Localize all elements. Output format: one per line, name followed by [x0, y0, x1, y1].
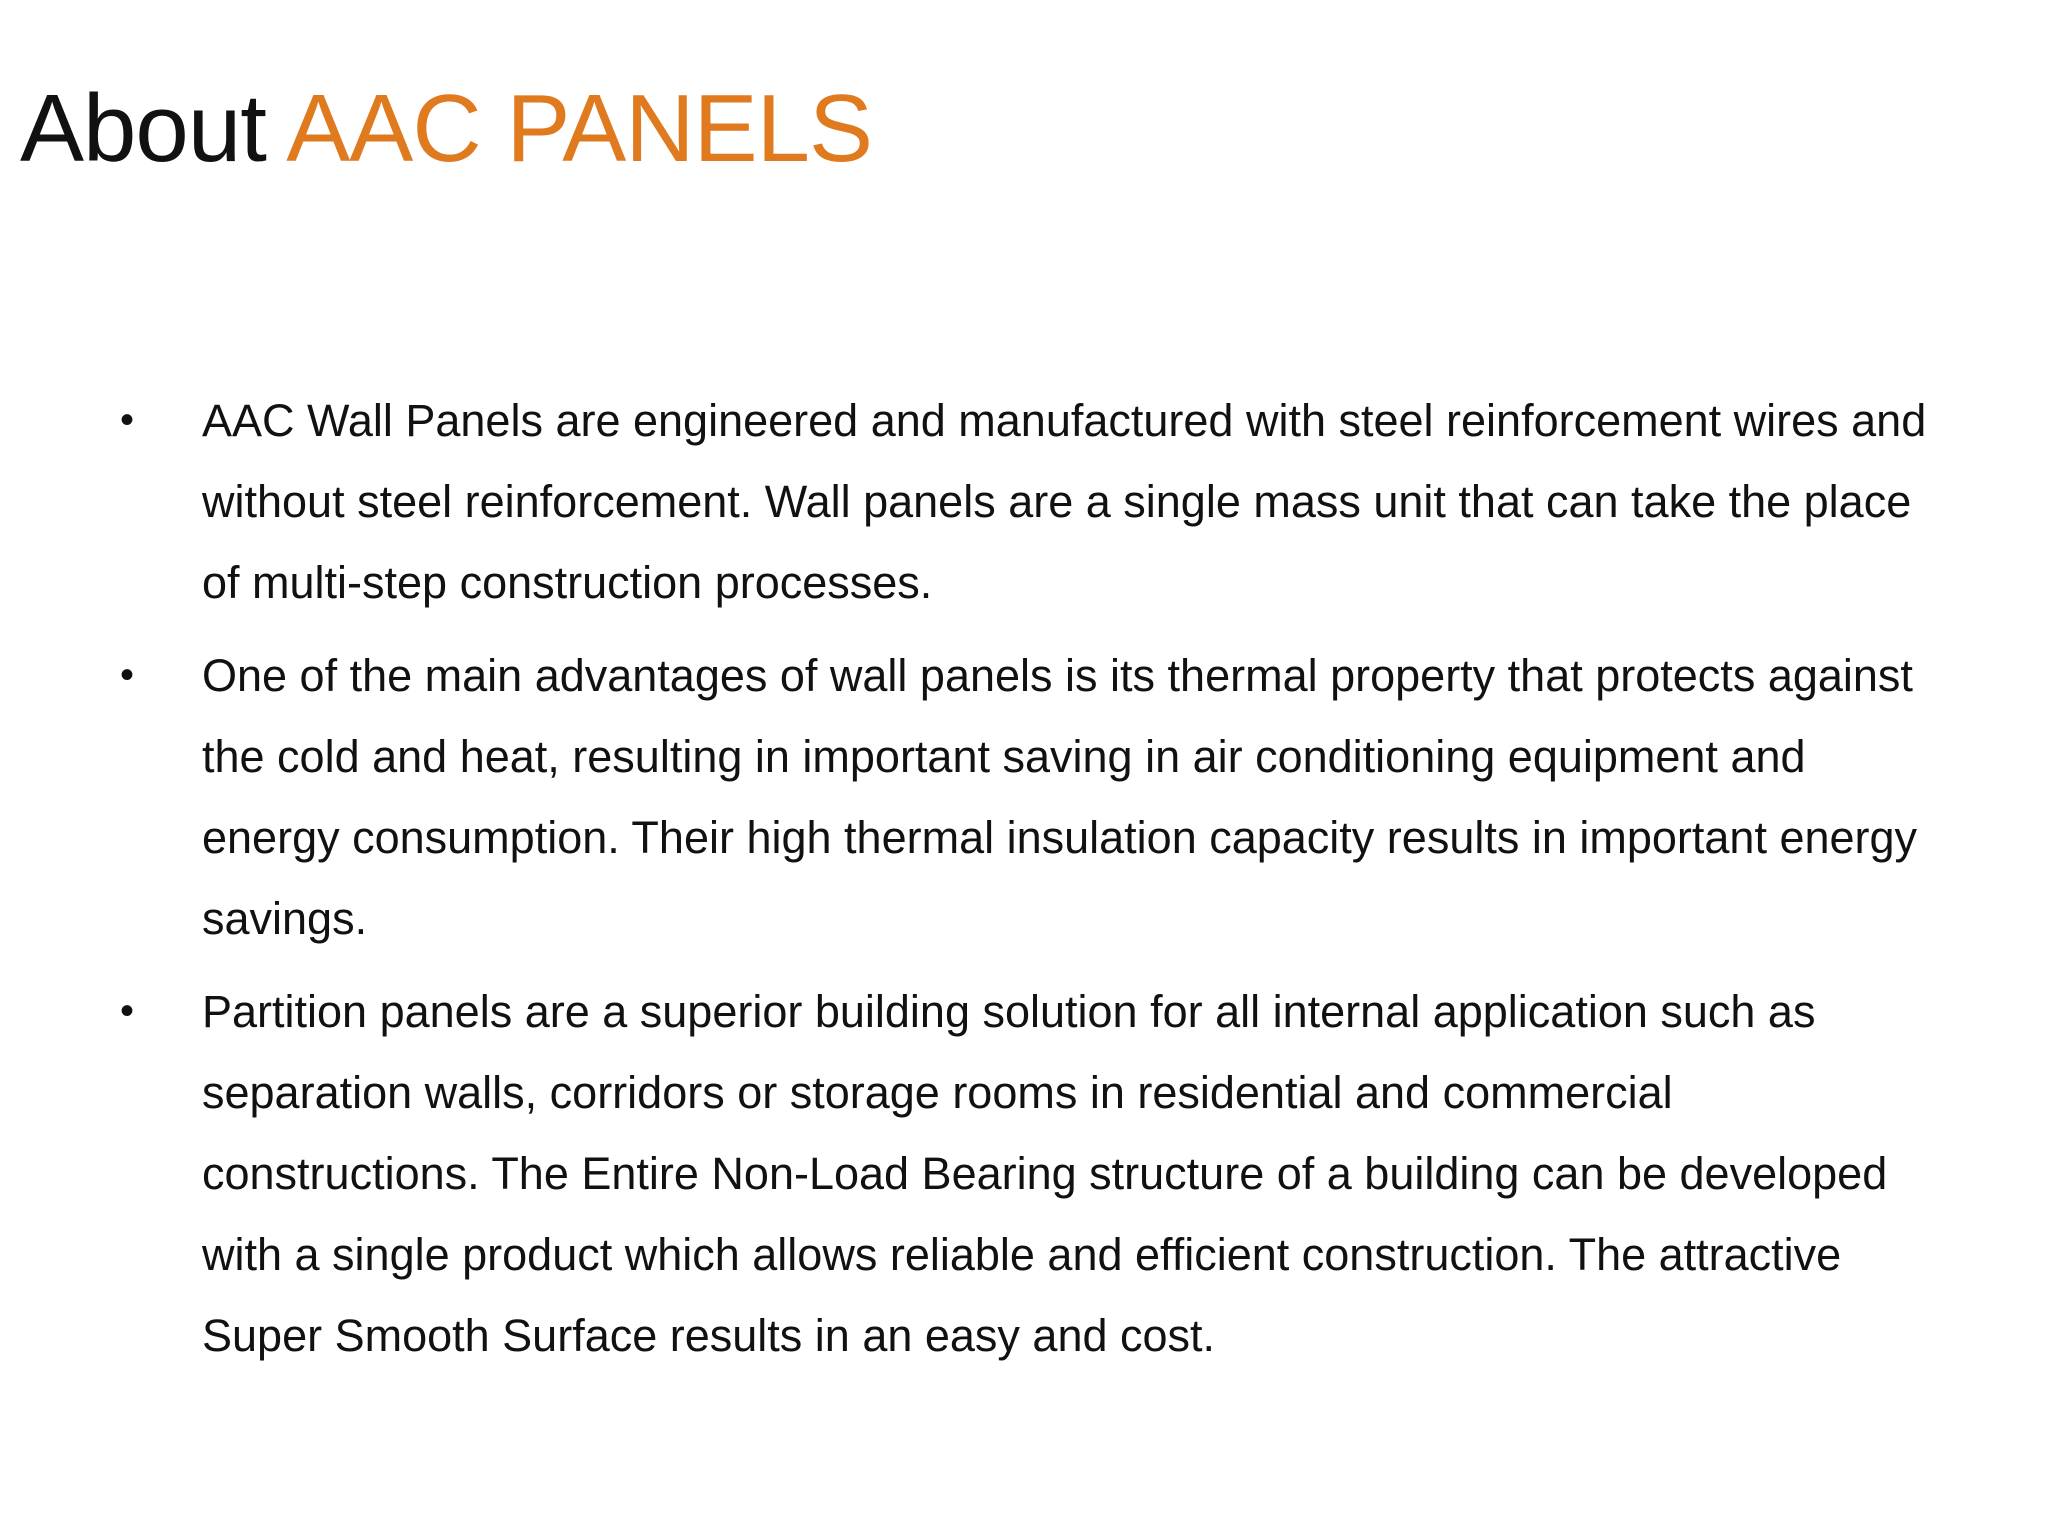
bullet-list [120, 380, 1950, 1388]
bullet-text: One of the main advantages of wall panels is its thermal property that protects against the cold and heat, resulting in important saving in air conditioning equipment and energy consumption. Their high thermal insulation capacity results in important energy savings. [202, 650, 1918, 944]
slide-title [20, 76, 872, 182]
bullet-marker: • [120, 653, 135, 697]
bullet-item [120, 971, 1950, 1376]
title-prefix: About [20, 75, 287, 182]
bullet-item [120, 380, 1950, 623]
bullet-marker: • [120, 989, 135, 1033]
title-highlight: AAC PANELS [286, 75, 873, 182]
bullet-item [120, 635, 1950, 959]
bullet-marker: • [120, 398, 135, 442]
bullet-text: AAC Wall Panels are engineered and manufactured with steel reinforcement wires and without steel reinforcement. Wall panels are a single mass unit that can take the place of multi-step construction processes. [202, 395, 1927, 608]
bullet-text: Partition panels are a superior building solution for all internal application such as separation walls, corridors or storage rooms in residential and commercial constructions. The Entire Non-Load Bearing structure of a building can be developed with a single product which allows reliable and efficient construction. The attractive Super Smooth Surface results in an easy and cost. [202, 986, 1888, 1361]
